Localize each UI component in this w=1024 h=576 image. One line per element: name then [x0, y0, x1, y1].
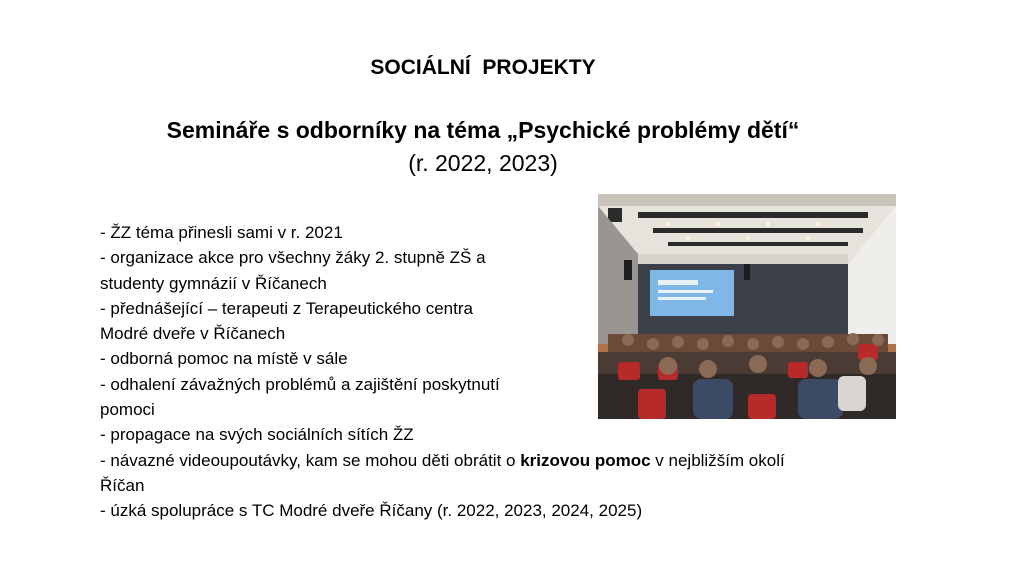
- bullet-item: - úzká spolupráce s TC Modré dveře Říčany (r. 2022, 2023, 2024, 2025): [100, 501, 643, 521]
- bullet-item: - návazné videoupoutávky, kam se mohou děti obrátit o krizovou pomoc v nejbližším okolí Říčan: [100, 450, 785, 495]
- bullet-item: - odborná pomoc na místě v sále: [100, 349, 348, 369]
- bullet-item: - přednášející – terapeuti z Terapeutického centra Modré dveře v Říčanech: [100, 298, 473, 344]
- seminar-subtitle: Semináře s odborníky na téma „Psychické problémy dětí“: [166, 117, 800, 143]
- bullet-item: - propagace na svých sociálních sítích ŽZ: [100, 425, 414, 445]
- bullet-item: - organizace akce pro všechny žáky 2. stupně ZŠ a studenty gymnázií v Říčanech: [100, 248, 486, 293]
- seminar-audience-photo: [598, 194, 896, 419]
- seminar-years: (r. 2022, 2023): [408, 150, 558, 176]
- bullet-item: - odhalení závažných problémů a zajištění poskytnutí pomoci: [100, 374, 500, 420]
- slide-title: SOCIÁLNÍ PROJEKTY: [370, 56, 596, 79]
- bold-phrase: krizovou pomoc: [520, 450, 651, 470]
- bullet-item: - ŽZ téma přinesli sami v r. 2021: [100, 223, 343, 242]
